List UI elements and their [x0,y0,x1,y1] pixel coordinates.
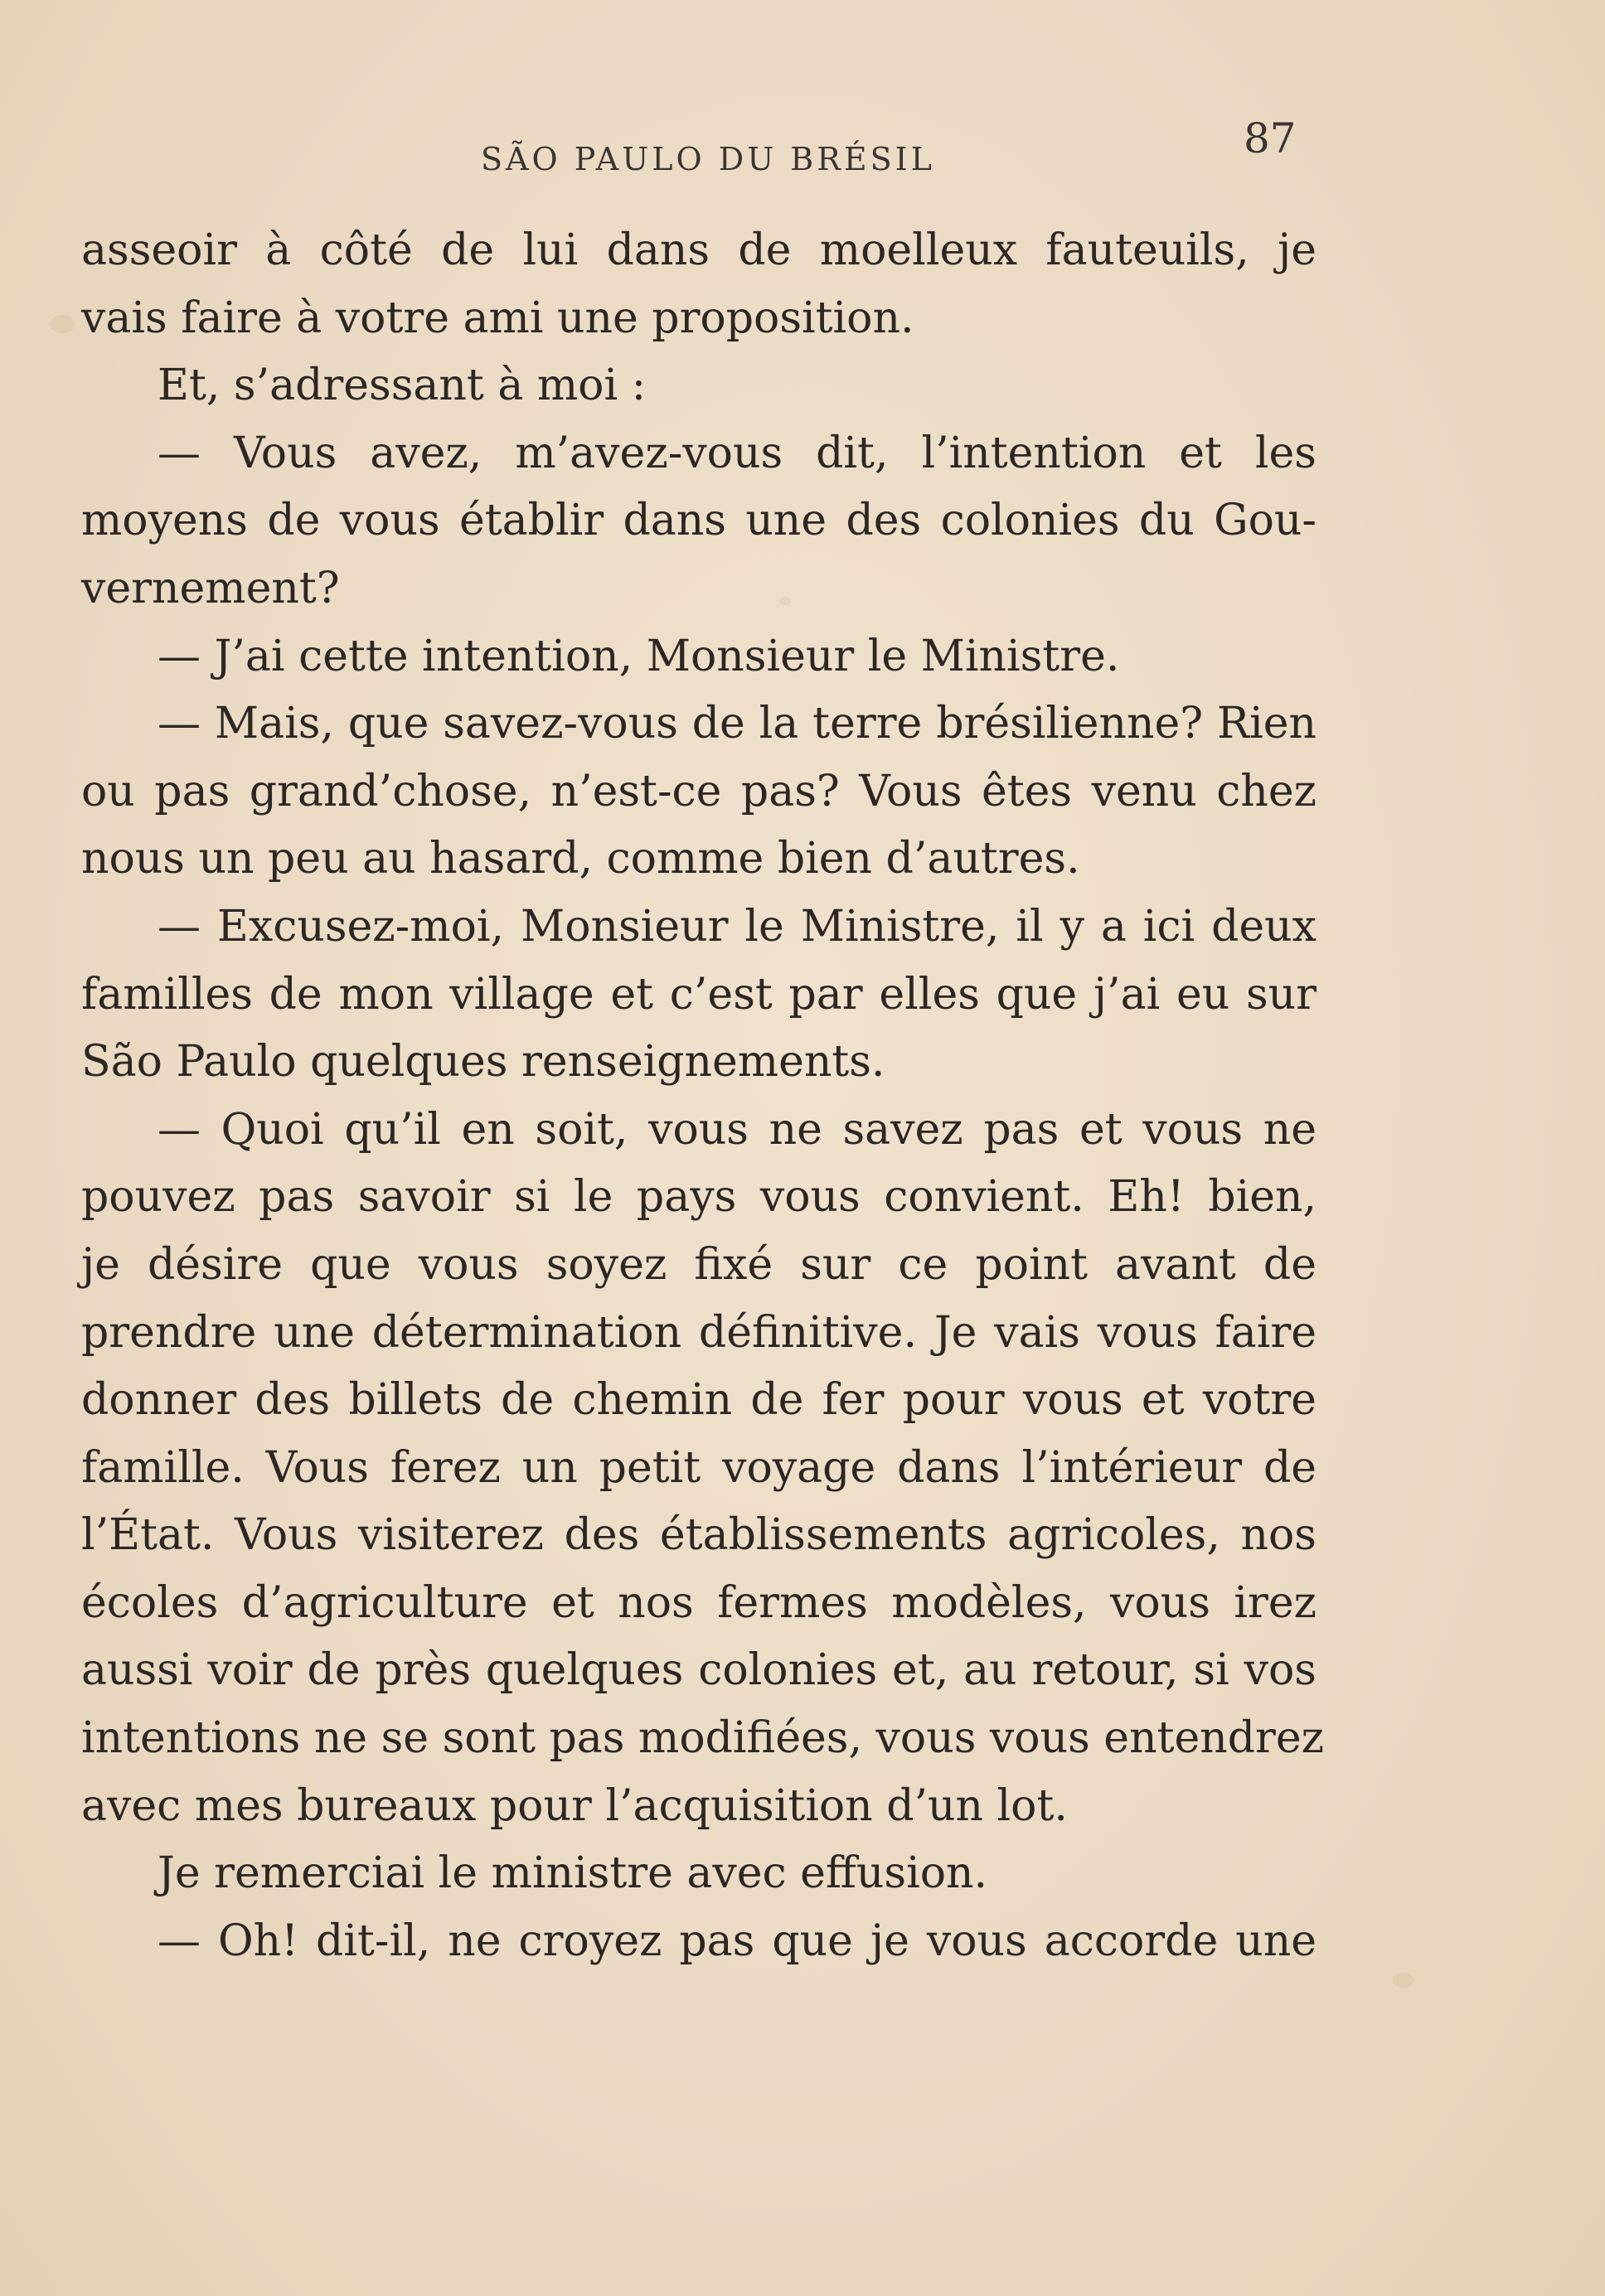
text-line: pouvez pas savoir si le pays vous convient. Eh! bien, [81,1172,1316,1223]
page-number: 87 [1244,114,1297,162]
text-line: São Paulo quelques renseignements. [81,1037,885,1087]
text-line: donner des billets de chemin de fer pour vous et votre [81,1375,1316,1426]
text-line: — Quoi qu’il en soit, vous ne savez pas et vous ne [158,1104,1316,1155]
paper-stain [1393,1973,1414,1988]
text-line: Je remerciai le ministre avec effusion. [158,1848,988,1899]
text-line: — Vous avez, m’avez-vous dit, l’intention et les [158,428,1316,478]
text-line: — Mais, que savez-vous de la terre brésilienne? Rien [158,699,1316,749]
text-line: — J’ai cette intention, Monsieur le Ministre. [158,631,1120,681]
text-line: Et, s’adressant à moi : [158,361,647,411]
text-line: écoles d’agriculture et nos fermes modèles, vous irez [81,1577,1316,1628]
text-line: avec mes bureaux pour l’acquisition d’un lot. [81,1780,1068,1831]
body-text [81,217,1325,1975]
text-line: prendre une détermination définitive. Je vais vous faire [81,1307,1316,1358]
text-line: asseoir à côté de lui dans de moelleux fauteuils, je [81,225,1316,275]
text-line: je désire que vous soyez fixé sur ce point avant de [81,1239,1316,1290]
text-line: — Oh! dit-il, ne croyez pas que je vous accorde une [158,1916,1316,1966]
text-line: vernement? [81,563,340,613]
text-line: familles de mon village et c’est par elles que j’ai eu sur [81,969,1316,1020]
text-line: l’État. Vous visiterez des établissements agricoles, nos [81,1510,1316,1561]
text-line: nous un peu au hasard, comme bien d’autres. [81,834,1080,884]
text-line: vais faire à votre ami une proposition. [81,293,914,343]
text-line: famille. Vous ferez un petit voyage dans l’intérieur de [81,1442,1316,1493]
text-line: ou pas grand’chose, n’est-ce pas? Vous êtes venu chez [81,766,1316,816]
running-title: SÃO PAULO DU BRÉSIL [481,141,935,177]
text-line: — Excusez-moi, Monsieur le Ministre, il y a ici deux [158,901,1316,952]
text-line: aussi voir de près quelques colonies et, au retour, si vos [81,1645,1316,1696]
text-line: intentions ne se sont pas modifiées, vous vous entendrez [81,1713,1325,1764]
paper-stain [50,315,75,333]
text-line: moyens de vous établir dans une des colonies du Gou- [81,496,1316,546]
